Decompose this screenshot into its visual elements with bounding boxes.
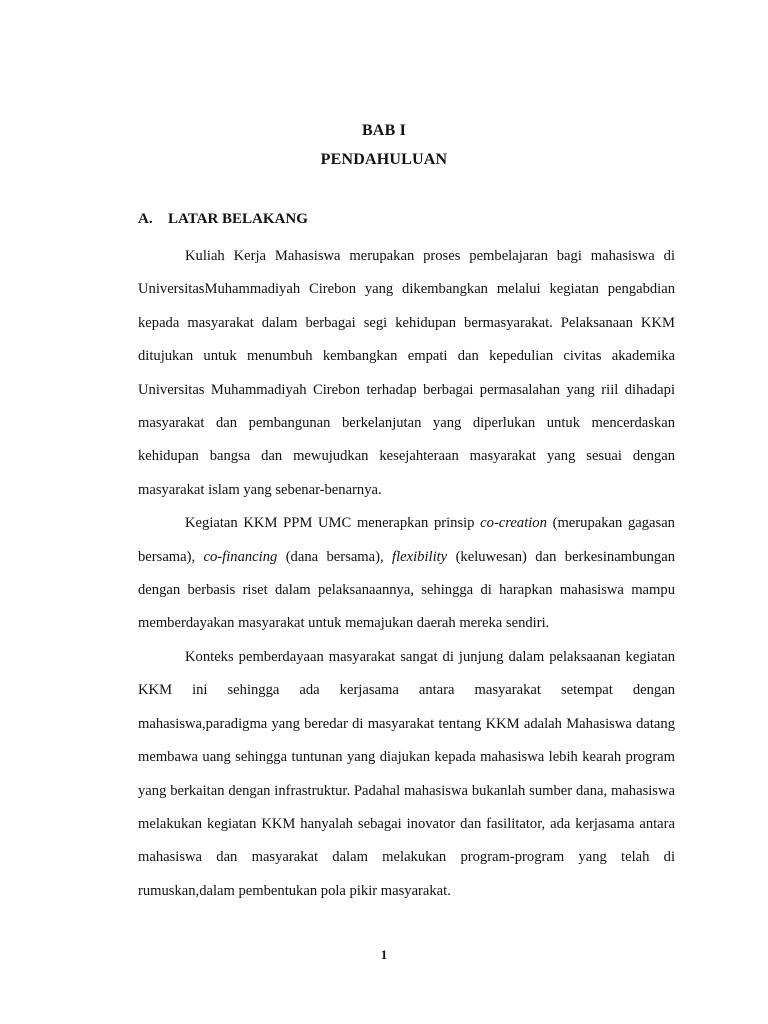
chapter-title: PENDAHULUAN	[320, 151, 448, 168]
section-number: A.	[138, 211, 153, 227]
chapter-number: BAB I	[361, 122, 407, 139]
paragraph-text: Kuliah Kerja Mahasiswa merupakan proses pembelajaran bagi mahasiswa di UniversitasMuhammadiyah Cirebon yang dikembangkan melalui kegiatan pengabdian kepada masyarakat dalam berbagai segi kehidupan bermasyarakat. Pelaksanaan KKM ditujukan untuk menumbuh kembangkan empati dan kepedulian civitas akademika Universitas Muhammadiyah Cirebon terhadap berbagai permasalahan yang riil dihadapi masyarakat dan pembangunan berkelanjutan yang diperlukan untuk mencerdaskan kehidupan bangsa dan mewujudkan kesejahteraan masyarakat yang sesuai dengan masyarakat islam yang sebenar-benarnya.	[138, 248, 675, 498]
italic-term: flexibility	[392, 548, 448, 565]
paragraph-text: (keluwesan) dan berkesinambungan dengan berbasis riset dalam pelaksanaannya, sehingga di harapkan mahasiswa mampu memberdayakan masyarakat untuk memajukan daerah mereka sendiri.	[138, 548, 675, 632]
document-body	[138, 240, 675, 908]
paragraph-text: (merupakan gagasan bersama),	[138, 515, 675, 565]
paragraph-3	[138, 641, 675, 908]
italic-term: co-financing	[203, 548, 278, 565]
page-number: 1	[380, 947, 388, 962]
section-heading	[138, 211, 308, 228]
section-title: LATAR BELAKANG	[168, 211, 308, 227]
paragraph-text: Konteks pemberdayaan masyarakat sangat di junjung dalam pelaksaanan kegiatan KKM ini sehingga ada kerjasama antara masyarakat setempat dengan mahasiswa,paradigma yang beredar di masyarakat tentang KKM adalah Mahasiswa datang membawa uang sehingga tuntunan yang diajukan kepada mahasiswa lebih kearah program yang berkaitan dengan infrastruktur. Padahal mahasiswa bukanlah sumber dana, mahasiswa melakukan kegiatan KKM hanyalah sebagai inovator dan fasilitator, ada kerjasama antara mahasiswa dan masyarakat dalam melakukan program-program yang telah di rumuskan,dalam pembentukan pola pikir masyarakat.	[138, 648, 675, 899]
paragraph-text: Kegiatan KKM PPM UMC menerapkan prinsip	[185, 515, 481, 532]
paragraph-2	[138, 507, 675, 641]
paragraph-1	[138, 240, 675, 507]
paragraph-text: (dana bersama),	[277, 548, 393, 565]
italic-term: co-creation	[480, 515, 547, 532]
